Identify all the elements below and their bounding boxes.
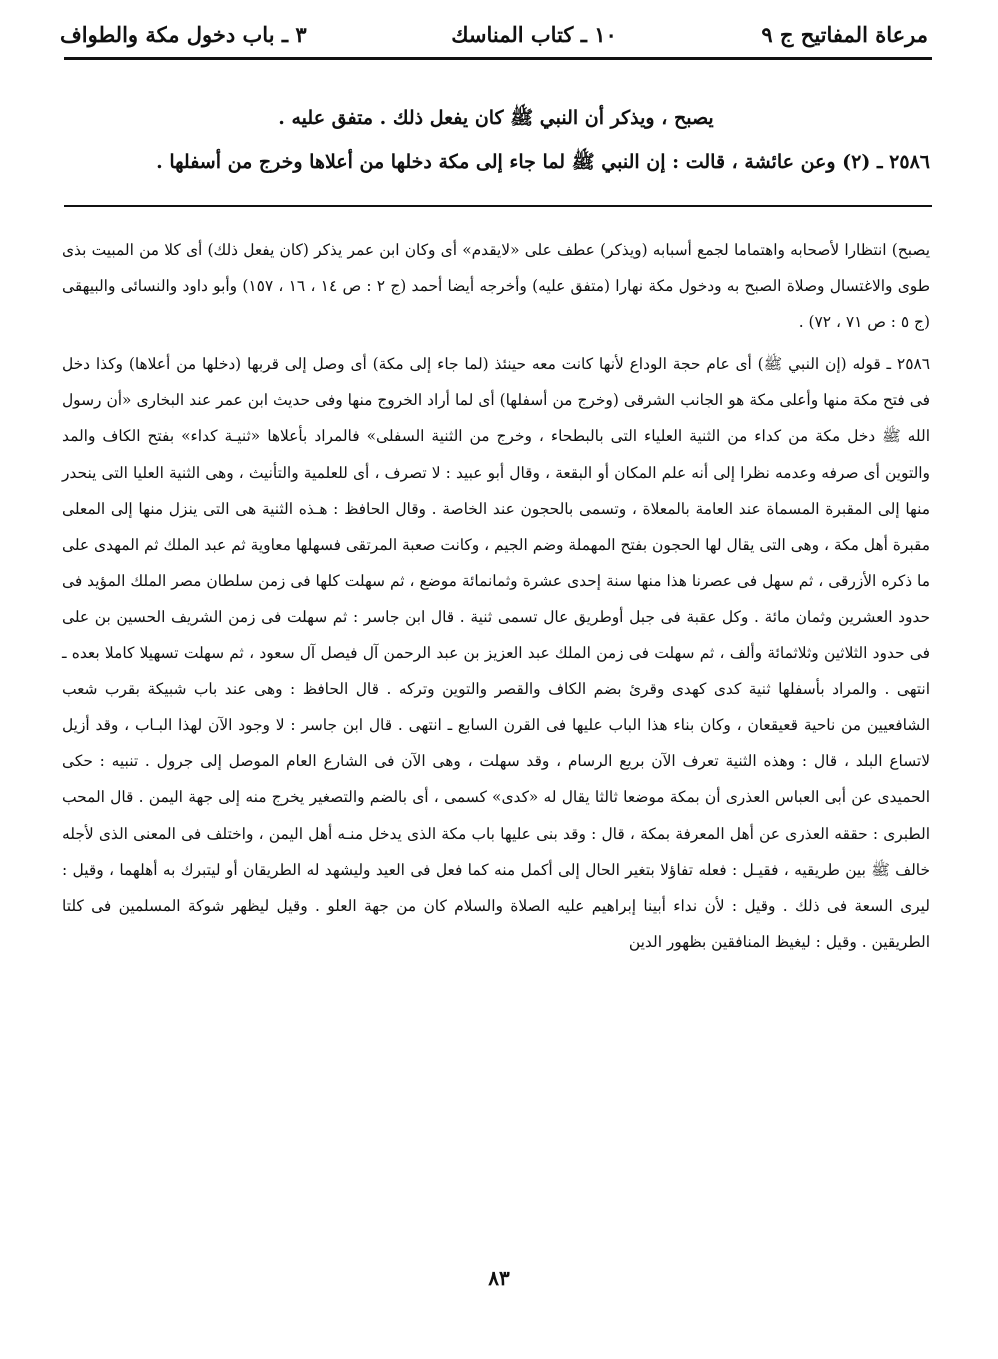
header-chapter-title: ٣ ـ باب دخول مكة والطواف	[60, 21, 307, 47]
hadith-text	[62, 96, 930, 184]
commentary-paragraph-1: يصبح) انتظارا لأصحابه واهتماما لجمع أسبابه (ويذكر) عطف على «لايقدم» أى وكان ابن عمر يذكر (كان يفعل ذلك) أى كلا من المبيت بذى طوى والاغتسال وصلاة الصبح به ودخول مكة نهارا (متفق عليه) وأخرجه أيضا أحمد (ج ٢ : ص ١٤ ، ١٦ ، ١٥٧) وأبو داود والنسائى والبيهقى (ج ٥ : ص ٧١ ، ٧٢) .	[62, 241, 930, 332]
hadith-line-1: يصبح ، ويذكر أن النبي ﷺ كان يفعل ذلك . متفق عليه .	[278, 107, 714, 129]
header-book-section: ١٠ ـ كتاب المناسك	[451, 21, 617, 47]
header-divider	[64, 57, 932, 60]
commentary	[62, 232, 930, 960]
page-number: ٨٣	[488, 1266, 510, 1290]
commentary-paragraph-2: ٢٥٨٦ ـ قوله (إن النبي ﷺ) أى عام حجة الوداع لأنها كانت معه حينئذ (لما جاء إلى مكة) أى وصل إلى قربها (دخلها من أعلاها) وكذا دخل فى فتح مكة منها وأعلى مكة هو الجانب الشرقى (وخرج من أسفلها) أى لما أراد الخروج منها وفى حديث ابن عمر عند البخارى «أن رسول الله ﷺ دخل مكة من كداء من الثنية العلياء التى بالبطحاء ، وخرج من الثنية السفلى» فالمراد بأعلاها «ثنيـة كداء» بفتح الكاف والمد والتوين أى صرفه وعدمه نظرا إلى أنه علم المكان أو البقعة ، وقال أبو عبيد : لا تصرف ، أى للعلمية والتأنيث ، وهى الثنية العليا التى ينحدر منها إلى المقبرة المسماة عند العامة بالمعلاة ، وتسمى بالحجون عند الخاصة . وقال الحافظ : هـذه الثنية هى التى ينزل منها إلى المعلى مقبرة أهل مكة ، وهى التى يقال لها الحجون بفتح المهملة وضم الجيم ، وكانت صعبة المرتقى فسهلها معاوية ثم عبد الملك ثم المهدى على ما ذكره الأزرقى ، ثم سهل فى عصرنا هذا منها سنة إحدى عشرة وثمانمائة موضع ، ثم سهلت كلها فى زمن سلطان مصر الملك المؤيد فى حدود العشرين وثمان مائة . وكل عقبة فى جبل أوطريق عال تسمى ثنية . قال ابن جاسر : ثم سهلت فى زمن الشريف الحسين بن على فى حدود الثلاثين وثلاثمائة وألف ، ثم سهلت فى زمن الملك عبد العزيز بن عبد الرحمن آل فيصل آل سعود ، ثم سهلت تسهيلا كاملا بعده ـ انتهى . والمراد بأسفلها ثنية كدى كهدى وقرئ بضم الكاف والقصر والتوين وتركه . قال الحافظ : وهى عند باب شبيكة بقرب شعب الشافعيين من ناحية قعيقعان ، وكان بناء هذا الباب عليها فى القرن السابع ـ انتهى . قال ابن جاسر : لا وجود الآن لهذا البـاب ، وقد أزيل لاتساع البلد ، قال : وهذه الثنية تعرف الآن بريع الرسام ، وقد سهلت ، وهى الآن فى الشارع العام الموصل إلى جرول . تنبيه : حكى الحميدى عن أبى العباس العذرى أن بمكة موضعا ثالثا يقال له «كدى» كسمى ، أى بالضم والتصغير يخرج منه إلى جهة اليمن . قال المحب الطبرى : حققه العذرى عن أهل المعرفة بمكة ، قال : وقد بنى عليها باب مكة الذى يدخل منـه أهل اليمن ، واختلف فى المعنى الذى لأجله خالف ﷺ بين طريقيه ، فقيـل : فعله تفاؤلا بتغير الحال إلى أكمل منه كما فعل فى العيد وليشهد له الطريقان أو ليتبرك به أهلهما ، وقيل : ليرى السعة فى ذلك . وقيل : لأن نداء أبينا إبراهيم عليه الصلاة والسلام كان من جهة العلو . وقيل ليظهر شوكة المسلمين فى كلتا الطريقين . وقيل : ليغيظ المنافقين بظهور الدين	[62, 355, 930, 951]
header-book-title: مرعاة المفاتيح ج ٩	[761, 21, 928, 47]
hadith-line-2: ٢٥٨٦ ـ (٢) وعن عائشة ، قالت : إن النبي ﷺ لما جاء إلى مكة دخلها من أعلاها وخرج من أسفلها .	[156, 151, 930, 173]
running-header	[60, 12, 928, 56]
text-divider	[64, 205, 932, 207]
